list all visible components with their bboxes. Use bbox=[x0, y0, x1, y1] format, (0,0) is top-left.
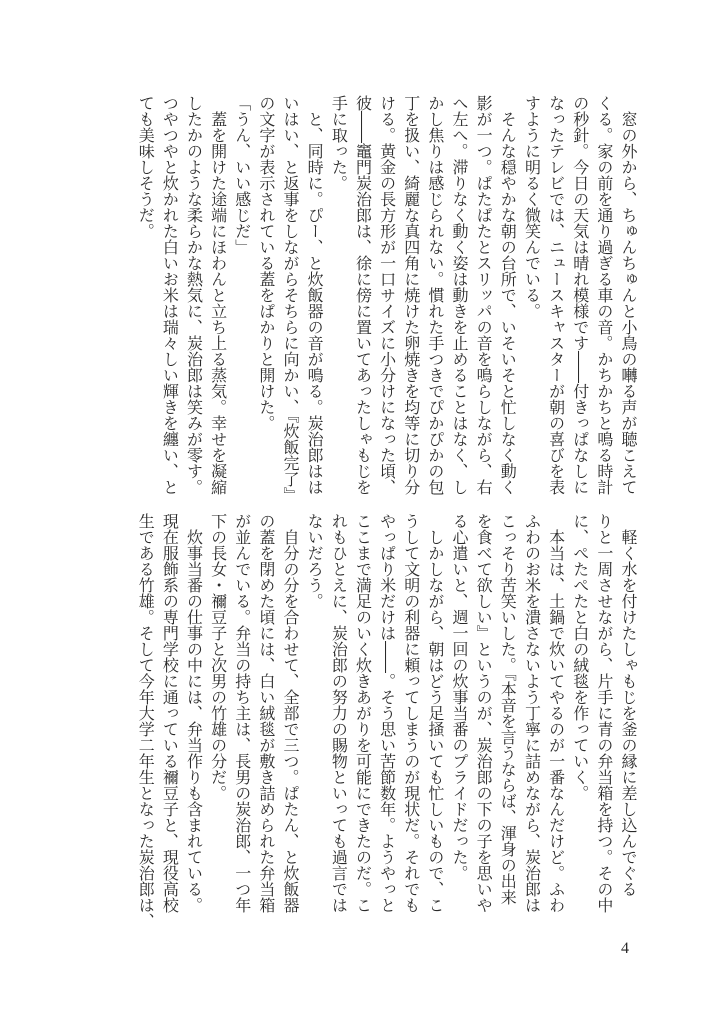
text-column: 下の長女・禰豆子と次男の竹雄の分だ。 bbox=[208, 513, 228, 801]
text-column: れもひとえに、炭治郎の努力の賜物といっても過言では bbox=[329, 513, 349, 913]
text-column: しかしながら、朝はどう足掻いても忙しいもので、こ bbox=[425, 513, 445, 913]
text-column: の秒針。今日の天気は晴れ模様です――付きっぱなしに bbox=[570, 95, 590, 495]
text-column: くる。家の前を通り過ぎる車の音。かちかちと鳴る時計 bbox=[594, 95, 614, 495]
text-column: したかのような柔らかな熱気に、炭治郎は笑みが零す。 bbox=[184, 95, 204, 495]
text-column: と、同時に。ぴー、と炊飯器の音が鳴る。炭治郎はは bbox=[305, 95, 325, 495]
text-column: の蓋を閉めた頃には、白い絨毯が敷き詰められた弁当箱 bbox=[256, 513, 276, 913]
text-column: 手に取った。 bbox=[329, 95, 349, 191]
text-column: 軽く水を付けたしゃもじを釜の縁に差し込んでぐる bbox=[619, 513, 638, 897]
text-column: 丁を扱い、綺麗な真四角に焼けた卵焼きを均等に切り分 bbox=[401, 95, 421, 495]
text-column: ここまで満足のいく炊きあがりを可能にできたのだ。こ bbox=[353, 513, 373, 913]
text-column: の文字が表示されている蓋をぱかりと開けた。 bbox=[256, 95, 276, 431]
text-column: ふわのお米を潰さないよう丁寧に詰めながら、炭治郎は bbox=[522, 513, 542, 913]
text-block-bottom bbox=[133, 513, 640, 929]
text-column: 彼――竈門炭治郎は、徐に傍に置いてあったしゃもじを bbox=[353, 95, 373, 495]
text-column: 生である竹雄。そして今年大学二年生となった炭治郎は、 bbox=[136, 513, 156, 929]
text-block-top bbox=[133, 95, 640, 503]
text-column: かし焦りは感じられない。慣れた手つきでぴかぴかの包 bbox=[425, 95, 445, 495]
text-column: ないだろう。 bbox=[305, 513, 325, 609]
text-column: うして文明の利器に頼ってしまうのが現状だ。それでも bbox=[401, 513, 421, 913]
text-column: すように明るく微笑んでいる。 bbox=[522, 95, 542, 319]
text-column: そんな穏やかな朝の台所で、いそいそと忙しなく動く bbox=[498, 95, 518, 495]
text-column: 窓の外から、ちゅんちゅんと小鳥の囀る声が聴こえて bbox=[619, 95, 638, 495]
text-column: に、ぺたぺたと白の絨毯を作っていく。 bbox=[570, 513, 590, 801]
text-column: ける。黄金の長方形が一口サイズに小分けになった頃、 bbox=[377, 95, 397, 495]
text-column: りと一周させながら、片手に青の弁当箱を持つ。その中 bbox=[594, 513, 614, 913]
text-column: 本当は、土鍋で炊いてやるのが一番なんだけど。ふわ bbox=[546, 513, 566, 913]
text-column: いはい、と返事をしながらそちらに向かい、『炊飯完了』 bbox=[281, 95, 301, 503]
text-column: ても美味しそうだ。 bbox=[136, 95, 156, 239]
text-column: なったテレビでは、ニュースキャスターが朝の喜びを表 bbox=[546, 95, 566, 495]
text-column: 蓋を開けた途端にほわんと立ち上る蒸気。幸せを凝縮 bbox=[208, 95, 228, 495]
text-column: 現在服飾系の専門学校に通っている禰豆子と、現役高校 bbox=[160, 513, 180, 913]
text-column: こっそり苦笑いした。『本音を言うならば、渾身の出来 bbox=[498, 513, 518, 905]
page-number: 4 bbox=[621, 940, 629, 957]
text-column: が並んでいる。弁当の持ち主は、長男の炭治郎、一つ年 bbox=[232, 513, 252, 913]
text-column: 影が一つ。ぱたぱたとスリッパの音を鳴らしながら、右 bbox=[474, 95, 494, 495]
text-column: つやつやと炊かれた白いお米は瑞々しい輝きを纏い、と bbox=[160, 95, 180, 495]
text-column: 「うん、いい感じだ」 bbox=[232, 95, 252, 255]
text-column: を食べて欲しい』というのが、炭治郎の下の子を思いや bbox=[474, 513, 494, 913]
text-column: へ左へ。滞りなく動く姿は動きを止めることはなく、し bbox=[450, 95, 470, 495]
text-column: る心遣いと、週一回の炊事当番のプライドだった。 bbox=[450, 513, 470, 881]
text-column: 自分の分を合わせて、全部で三つ。ぱたん、と炊飯器 bbox=[281, 513, 301, 913]
text-column: やっぱり米だけは――。そう思い苦節数年。ようやっと bbox=[377, 513, 397, 913]
text-column: 炊事当番の仕事の中には、弁当作りも含まれている。 bbox=[184, 513, 204, 913]
